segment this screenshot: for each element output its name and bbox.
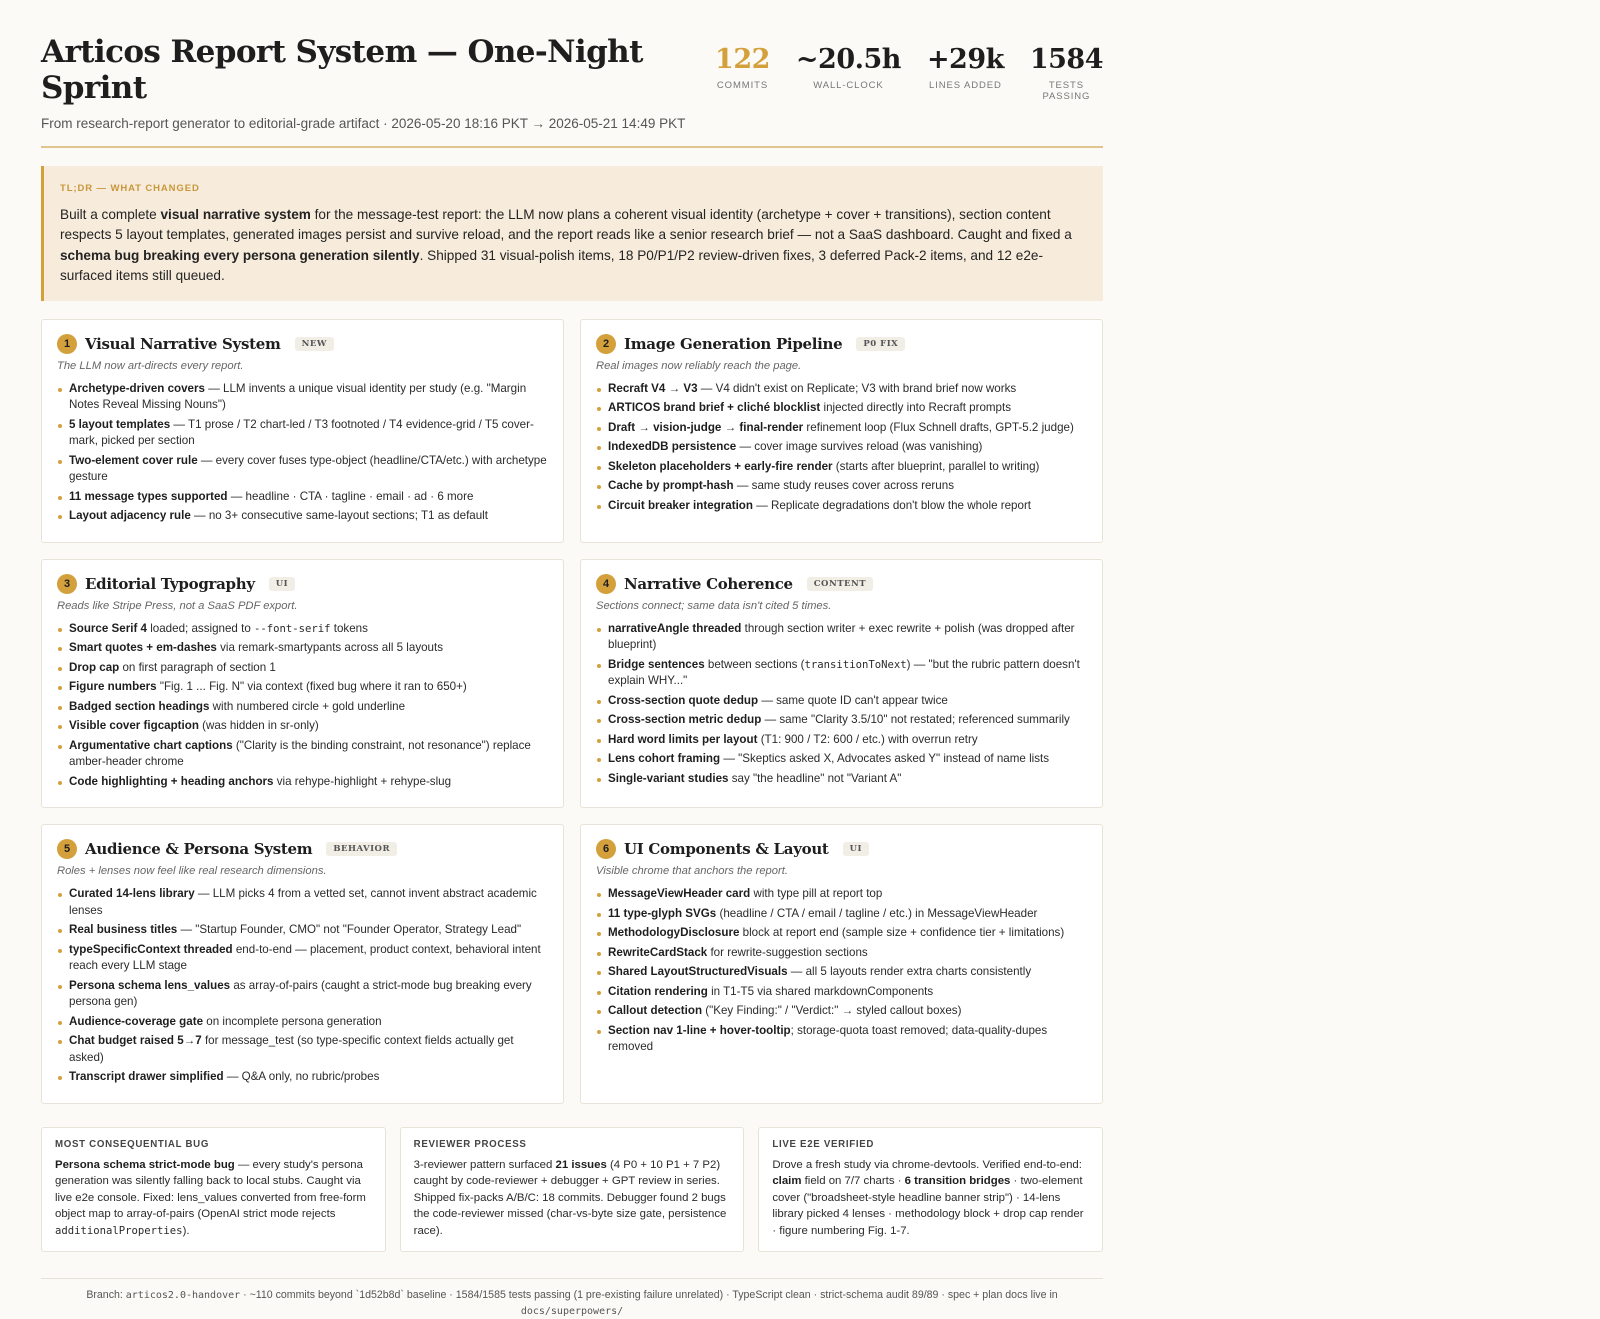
list-item: [596, 420, 1088, 437]
section-header: [57, 334, 549, 354]
text-run: between sections (: [704, 657, 805, 671]
code-token: additionalProperties: [55, 1224, 183, 1237]
section-item-list: [57, 886, 549, 1086]
text-run: ("Key Finding:" / "Verdict:" → styled callout boxes): [702, 1004, 962, 1017]
summary-body: [55, 1157, 372, 1240]
list-item: [596, 498, 1088, 515]
text-run: tokens: [330, 621, 368, 635]
section-card-audience-persona: [41, 824, 564, 1104]
text-run: on first paragraph of section 1: [119, 660, 276, 674]
text-run: — same quote ID can't appear twice: [758, 693, 948, 707]
list-item: [57, 381, 549, 414]
summary-cards-row: [41, 1127, 1103, 1253]
stat-value: 1584: [1029, 44, 1103, 75]
text-run: — Q&A only, no rubric/probes: [223, 1070, 380, 1083]
bold-phrase: Chat budget raised 5→7: [69, 1034, 202, 1047]
list-item: [57, 774, 549, 791]
bold-phrase: Cache by prompt-hash: [608, 479, 734, 492]
text-run: — every study's persona generation was silently falling back to local stubs. Caught via live e2e console. Fixed: lens_values converted from free-form object map to array-of-pairs (OpenAI strict mode rejects: [55, 1158, 366, 1221]
text-run: through section writer + exec rewrite + polish (was dropped after blueprint): [608, 621, 1075, 651]
text-run: (4 P0 + 10 P1 + 7 P2) caught by code-reviewer + debugger + GPT review in series. Shipped fix-packs A/B/C: 18 commits. Debugger found 2 bugs the code-reviewer missed (char-vs-byte size gate, persistence race).: [413, 1158, 727, 1237]
section-card-image-generation: [580, 319, 1103, 543]
text-run: — same "Clarity 3.5/10" not restated; referenced summarily: [761, 713, 1070, 726]
section-tag: UI: [843, 842, 869, 856]
list-item: [57, 738, 549, 771]
list-item: [596, 712, 1088, 729]
section-header: [57, 574, 549, 594]
tldr-body: [60, 205, 1085, 287]
summary-kicker: LIVE E2E VERIFIED: [772, 1138, 875, 1150]
list-item: [596, 439, 1088, 456]
bold-phrase: Callout detection: [608, 1004, 703, 1017]
list-item: [596, 771, 1088, 788]
section-item-list: [57, 381, 549, 525]
bold-phrase: Argumentative chart captions: [69, 738, 233, 752]
text-run: for message_test (so type-specific context fields actually get asked): [69, 1034, 514, 1064]
page-subtitle: From research-report generator to editorial-grade artifact · 2026-05-20 18:16 PKT → 2026-05-21 14:49 PKT: [41, 116, 686, 131]
summary-kicker: MOST CONSEQUENTIAL BUG: [55, 1138, 210, 1150]
text-run: (headline / CTA / email / tagline / etc.) in MessageViewHeader: [716, 906, 1038, 920]
bold-phrase: Recraft V4 → V3: [608, 381, 698, 395]
list-item: [57, 660, 549, 677]
text-run: (was hidden in sr-only): [198, 719, 319, 732]
bold-phrase: claim: [772, 1175, 802, 1188]
stat-lines-added: [927, 46, 1004, 102]
list-item: [596, 459, 1088, 476]
section-number-badge: 5: [57, 839, 77, 859]
code-token: --font-serif: [253, 622, 331, 635]
section-subtitle: The LLM now art-directs every report.: [57, 359, 244, 372]
bold-phrase: schema bug breaking every persona generation silently: [60, 247, 420, 263]
section-title: Visual Narrative System: [85, 334, 281, 353]
bold-phrase: Circuit breaker integration: [608, 498, 753, 512]
list-item: [596, 1003, 1088, 1020]
section-item-list: [596, 621, 1088, 788]
stat-value: +29k: [926, 44, 1004, 75]
list-item: [57, 453, 549, 486]
list-item: [596, 925, 1088, 942]
header-divider: [41, 146, 1103, 148]
bold-phrase: Skeleton placeholders + early-fire render: [608, 459, 833, 473]
bold-phrase: Curated 14-lens library: [69, 887, 195, 900]
list-item: [57, 1033, 549, 1066]
page-title: Articos Report System — One-Night Sprint: [41, 34, 643, 106]
stat-label: WALL-CLOCK: [813, 80, 884, 91]
section-header: [596, 574, 1088, 594]
section-card-narrative-coherence: [580, 559, 1103, 809]
tldr-callout: [41, 166, 1103, 301]
text-run: loaded; assigned to: [146, 621, 254, 635]
text-run: field on 7/7 charts ·: [801, 1175, 905, 1188]
list-item: [57, 699, 549, 716]
list-item: [57, 978, 549, 1011]
section-tag: NEW: [295, 337, 334, 351]
stat-value: 122: [715, 44, 770, 75]
text-run: . Shipped 31 visual-polish items, 18 P0/P1/P2 review-driven fixes, 3 deferred Pack-2 items, and 12 e2e-surfaced items still queued.: [60, 247, 1043, 283]
list-item: [57, 922, 549, 939]
section-title: UI Components & Layout: [624, 840, 829, 858]
bold-phrase: Source Serif 4: [69, 621, 147, 635]
stat-label: LINES ADDED: [929, 80, 1002, 91]
summary-card-bug: [41, 1127, 386, 1253]
bold-phrase: Archetype-driven covers: [69, 381, 205, 395]
footer-note: [41, 1278, 1103, 1319]
section-title: Narrative Coherence: [624, 574, 793, 593]
text-run: — all 5 layouts render extra charts consistently: [787, 965, 1032, 978]
text-run: end-to-end — placement, product context, behavioral intent reach every LLM stage: [69, 942, 541, 972]
section-header: [57, 839, 549, 859]
text-run: ).: [182, 1224, 190, 1237]
sections-grid: [41, 319, 1103, 1104]
report-header: [41, 28, 1103, 131]
text-run: 3-reviewer pattern surfaced: [413, 1158, 556, 1171]
summary-kicker: REVIEWER PROCESS: [413, 1138, 527, 1150]
list-item: [57, 1014, 549, 1031]
text-run: via rehype-highlight + rehype-slug: [273, 774, 452, 788]
section-subtitle: Roles + lenses now feel like real research dimensions.: [57, 865, 327, 877]
text-run: in T1-T5 via shared markdownComponents: [707, 984, 934, 998]
list-item: [596, 945, 1088, 962]
bold-phrase: 11 message types supported: [69, 489, 228, 503]
bold-phrase: Two-element cover rule: [69, 453, 198, 467]
bold-phrase: ARTICOS brand brief + cliché blocklist: [608, 401, 821, 414]
title-block: [41, 28, 715, 131]
text-run: — no 3+ consecutive same-layout sections; T1 as default: [190, 509, 488, 522]
section-item-list: [596, 381, 1088, 515]
bold-phrase: Drop cap: [69, 660, 120, 674]
bold-phrase: 21 issues: [555, 1158, 607, 1171]
section-title: Audience & Persona System: [85, 840, 313, 858]
section-tag: CONTENT: [807, 577, 873, 591]
bold-phrase: Visible cover figcaption: [69, 719, 199, 732]
summary-card-reviewer: [400, 1127, 745, 1253]
stat-tests-passing: [1030, 46, 1103, 102]
bold-phrase: Persona schema lens_values: [69, 978, 231, 992]
stat-value: ~20.5h: [795, 44, 901, 75]
bold-phrase: Persona schema strict-mode bug: [55, 1158, 235, 1171]
bold-phrase: Cross-section quote dedup: [608, 693, 759, 707]
stat-label: TESTS PASSING: [1042, 80, 1091, 102]
stats-row: [715, 46, 1103, 102]
bold-phrase: Smart quotes + em-dashes: [69, 641, 217, 654]
text-run: — same study reuses cover across reruns: [733, 479, 954, 492]
bold-phrase: IndexedDB persistence: [608, 440, 737, 453]
section-number-badge: 4: [596, 574, 616, 594]
section-card-visual-narrative: [41, 319, 564, 543]
text-run: with type pill at report top: [750, 887, 883, 900]
text-run: — "Startup Founder, CMO" not "Founder Operator, Strategy Lead": [177, 923, 522, 936]
text-run: block at report end (sample size + confidence tier + limitations): [739, 926, 1065, 939]
list-item: [57, 489, 549, 506]
section-tag: P0 FIX: [856, 337, 905, 351]
text-run: on incomplete persona generation: [203, 1014, 382, 1028]
summary-body: [772, 1157, 1089, 1240]
text-run: for the message-test report: the LLM now plans a coherent visual identity (archetype + cover + transitions), section content respects 5 layout templates, generated images persist and survive reload, and the report reads like a senior research brief — not a SaaS dashboard. Caught and fixed a: [60, 206, 1072, 242]
list-item: [596, 886, 1088, 903]
text-run: with numbered circle + gold underline: [209, 699, 406, 713]
bold-phrase: 5 layout templates: [69, 417, 171, 431]
text-run: as array-of-pairs (caught a strict-mode bug breaking every persona gen): [69, 978, 532, 1008]
bold-phrase: Transcript drawer simplified: [69, 1070, 224, 1083]
section-subtitle: Visible chrome that anchors the report.: [596, 865, 788, 877]
bold-phrase: typeSpecificContext threaded: [69, 942, 233, 956]
bold-phrase: visual narrative system: [160, 206, 311, 222]
bold-phrase: Lens cohort framing: [608, 752, 721, 765]
bold-phrase: Cross-section metric dedup: [608, 713, 762, 726]
text-run: — T1 prose / T2 chart-led / T3 footnoted / T4 evidence-grid / T5 cover-mark, picked per section: [69, 417, 534, 447]
text-run: — "Skeptics asked X, Advocates asked Y" instead of name lists: [720, 752, 1050, 765]
bold-phrase: MessageViewHeader card: [608, 887, 751, 900]
bold-phrase: Badged section headings: [69, 699, 210, 713]
list-item: [57, 508, 549, 525]
bold-phrase: Code highlighting + heading anchors: [69, 774, 274, 788]
text-run: — LLM picks 4 from a vetted set, cannot invent abstract academic lenses: [69, 887, 537, 917]
list-item: [596, 751, 1088, 768]
text-run: · ~110 commits beyond `1d52b8d` baseline · 1584/1585 tests passing (1 pre-existing failure unrelated) · TypeScript clean · strict-schema audit 89/89 · spec + plan docs live in: [240, 1289, 1058, 1302]
section-tag: UI: [269, 577, 295, 591]
bold-phrase: RewriteCardStack: [608, 945, 708, 959]
list-item: [57, 718, 549, 735]
text-run: — headline · CTA · tagline · email · ad · 6 more: [227, 489, 474, 503]
bold-phrase: Figure numbers: [69, 680, 157, 693]
section-header: [596, 839, 1088, 859]
list-item: [596, 400, 1088, 417]
text-run: — Replicate degradations don't blow the whole report: [752, 498, 1032, 512]
bold-phrase: 6 transition bridges: [904, 1175, 1011, 1188]
bold-phrase: MethodologyDisclosure: [608, 926, 740, 939]
report-page: [41, 0, 1103, 1319]
bold-phrase: narrativeAngle threaded: [608, 621, 742, 635]
text-run: Built a complete: [60, 206, 161, 222]
bold-phrase: Layout adjacency rule: [69, 509, 191, 522]
bold-phrase: Real business titles: [69, 923, 178, 936]
list-item: [57, 417, 549, 450]
list-item: [596, 984, 1088, 1001]
section-card-ui-components: [580, 824, 1103, 1104]
text-run: — LLM invents a unique visual identity per study (e.g. "Margin Notes Reveal Missing Nouns"): [69, 381, 527, 411]
list-item: [57, 1069, 549, 1086]
bold-phrase: Single-variant studies: [608, 771, 729, 785]
section-number-badge: 6: [596, 839, 616, 859]
code-token: docs/superpowers/: [520, 1305, 624, 1317]
text-run: ("Clarity is the binding constraint, not resonance") replace amber-header chrome: [69, 738, 531, 768]
list-item: [596, 381, 1088, 398]
bold-phrase: Shared LayoutStructuredVisuals: [608, 965, 788, 978]
tldr-kicker: TL;DR — WHAT CHANGED: [60, 183, 200, 194]
text-run: — V4 didn't exist on Replicate; V3 with brand brief now works: [697, 381, 1017, 395]
text-run: for rewrite-suggestion sections: [707, 945, 868, 959]
text-run: ) — "but the rubric pattern doesn't explain WHY...": [608, 657, 1080, 687]
code-token: articos2.0-handover: [125, 1290, 241, 1302]
bold-phrase: Hard word limits per layout: [608, 732, 758, 746]
list-item: [57, 886, 549, 919]
list-item: [57, 640, 549, 657]
section-number-badge: 2: [596, 334, 616, 354]
stat-label: COMMITS: [716, 80, 769, 91]
section-subtitle: Real images now reliably reach the page.: [596, 359, 802, 372]
list-item: [596, 657, 1088, 690]
summary-body: [414, 1157, 731, 1240]
list-item: [57, 679, 549, 696]
section-subtitle: Sections connect; same data isn't cited 5 times.: [596, 599, 832, 612]
section-item-list: [596, 886, 1088, 1056]
list-item: [57, 621, 549, 638]
list-item: [596, 732, 1088, 749]
section-number-badge: 1: [57, 334, 77, 354]
bold-phrase: Draft → vision-judge → final-render: [608, 420, 804, 434]
text-run: "Fig. 1 ... Fig. N" via context (fixed bug where it ran to 650+): [156, 680, 467, 693]
section-title: Image Generation Pipeline: [624, 334, 843, 353]
section-card-editorial-typography: [41, 559, 564, 809]
text-run: (T1: 900 / T2: 600 / etc.) with overrun retry: [757, 732, 978, 746]
list-item: [596, 906, 1088, 923]
bold-phrase: Citation rendering: [608, 984, 708, 998]
section-subtitle: Reads like Stripe Press, not a SaaS PDF export.: [57, 599, 298, 612]
bold-phrase: Bridge sentences: [608, 657, 705, 671]
bold-phrase: 11 type-glyph SVGs: [608, 906, 717, 920]
list-item: [596, 693, 1088, 710]
section-title: Editorial Typography: [85, 574, 255, 593]
text-run: (starts after blueprint, parallel to writing): [832, 459, 1040, 473]
text-run: Branch:: [86, 1289, 126, 1302]
text-run: ; storage-quota toast removed; data-quality-dupes removed: [608, 1023, 1048, 1053]
text-run: — every cover fuses type-object (headline/CTA/etc.) with archetype gesture: [69, 453, 547, 483]
text-run: Drove a fresh study via chrome-devtools. Verified end-to-end:: [772, 1158, 1082, 1171]
bold-phrase: Audience-coverage gate: [69, 1014, 204, 1028]
list-item: [596, 478, 1088, 495]
stat-commits: [715, 46, 770, 102]
bold-phrase: Section nav 1-line + hover-tooltip: [608, 1023, 791, 1037]
list-item: [57, 942, 549, 975]
list-item: [596, 621, 1088, 654]
text-run: refinement loop (Flux Schnell drafts, GPT-5.2 judge): [803, 420, 1074, 434]
code-token: transitionToNext: [804, 658, 907, 671]
section-number-badge: 3: [57, 574, 77, 594]
list-item: [596, 964, 1088, 981]
list-item: [596, 1023, 1088, 1056]
text-run: via remark-smartypants across all 5 layouts: [216, 641, 444, 654]
section-item-list: [57, 621, 549, 791]
text-run: · two-element cover ("broadsheet-style headline banner strip") · 14-lens library picked 4 lenses · methodology block + drop cap render · figure numbering Fig. 1-7.: [772, 1175, 1084, 1237]
stat-wall-clock: [796, 46, 901, 102]
section-tag: BEHAVIOR: [326, 842, 397, 856]
summary-card-e2e: [758, 1127, 1103, 1253]
text-run: — cover image survives reload (was vanishing): [736, 440, 983, 453]
section-header: [596, 334, 1088, 354]
text-run: say "the headline" not "Variant A": [728, 771, 902, 785]
text-run: injected directly into Recraft prompts: [820, 401, 1012, 414]
